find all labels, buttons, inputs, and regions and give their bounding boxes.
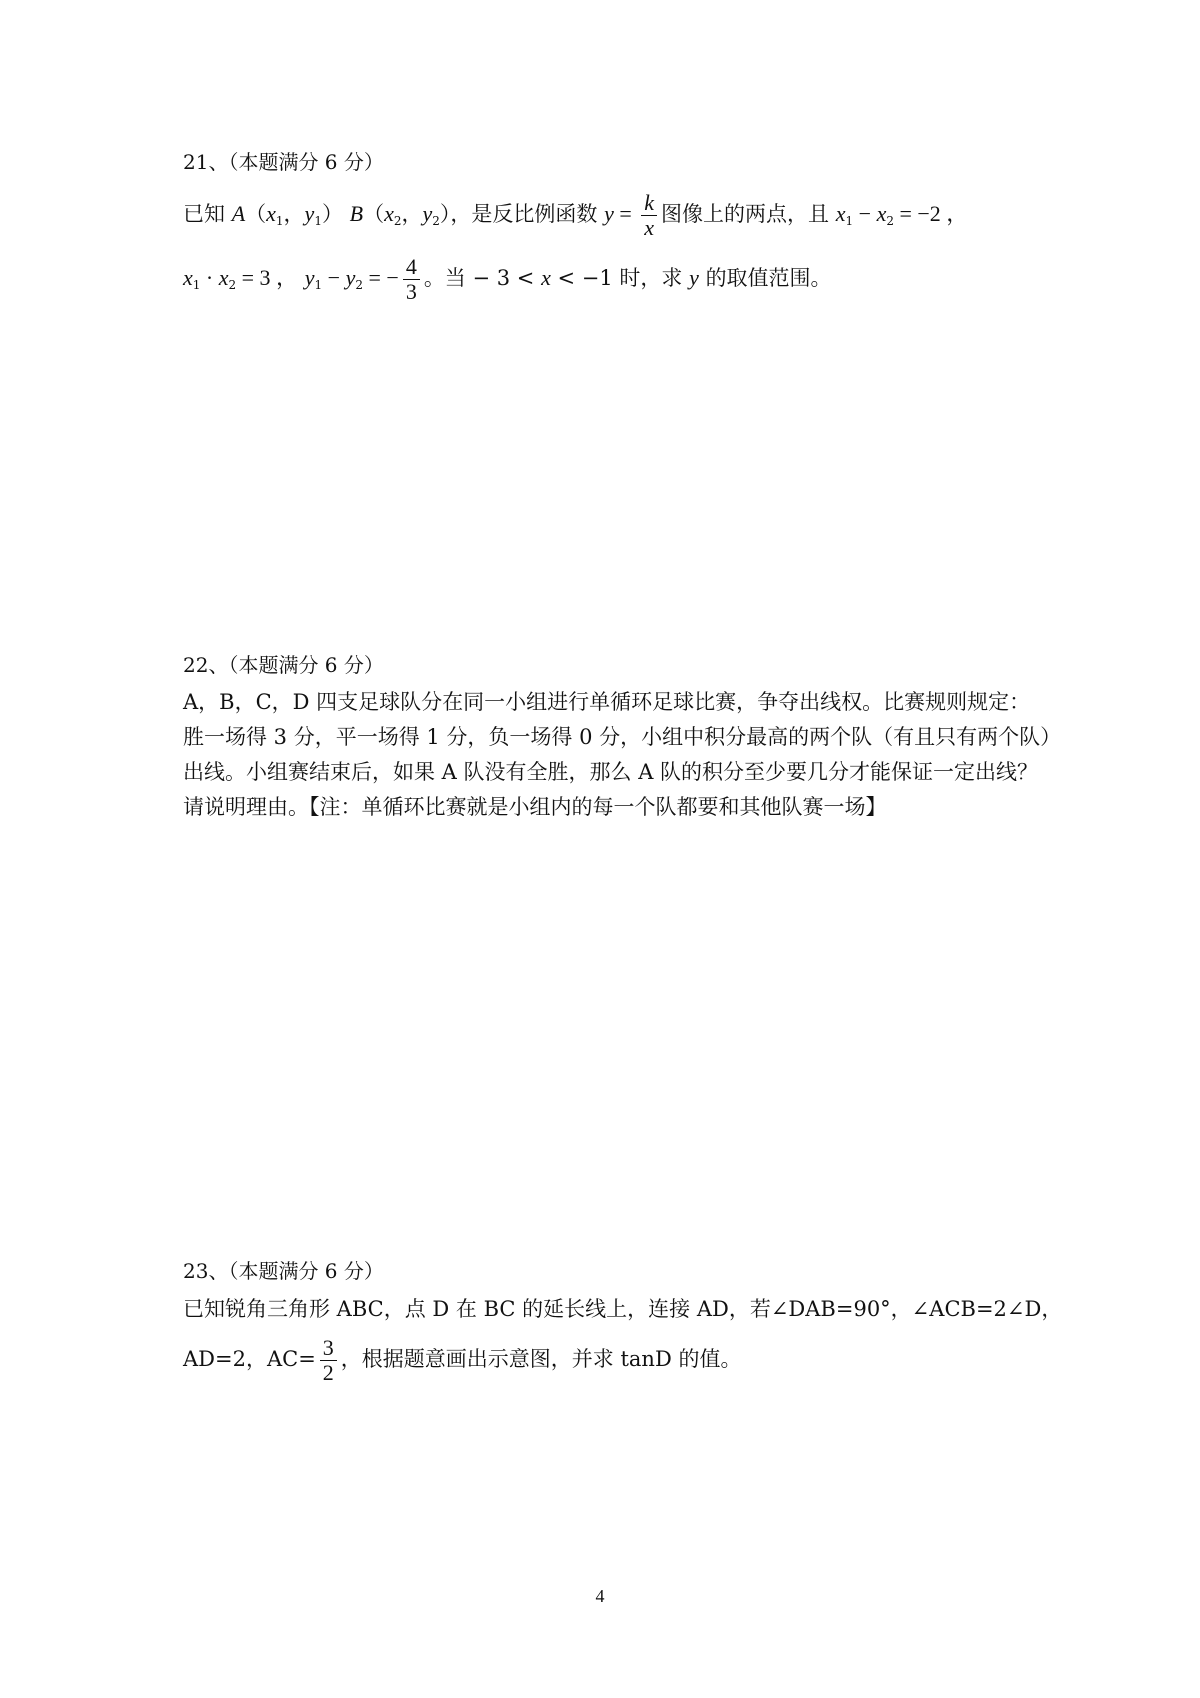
comma: ，: [283, 202, 305, 226]
var-x: x: [876, 201, 887, 226]
var-x: x: [183, 265, 193, 290]
var-y: y: [604, 201, 614, 226]
dot-operator: ·: [200, 265, 219, 290]
minus-sign: −: [322, 265, 346, 290]
paren-open: （: [363, 202, 385, 226]
paren-close: ）: [439, 202, 451, 226]
question-23: [183, 1253, 1063, 1391]
subscript-1: 1: [314, 214, 322, 228]
text-draw-and-find: ，根据题意画出示意图，并求 tanD 的值。: [340, 1347, 742, 1371]
var-y: y: [304, 265, 315, 290]
subscript-2: 2: [432, 214, 440, 228]
condition-1-rhs: = −2 ，: [893, 201, 969, 226]
question-22-header: 22、（本题满分 6 分）: [183, 653, 384, 677]
minus-sign: −: [853, 201, 877, 226]
text-inverse-function: ，是反比例函数: [450, 202, 598, 226]
var-x: x: [835, 201, 846, 226]
subscript-2: 2: [393, 214, 402, 228]
text-when-range: 。当 − 3 <: [423, 266, 542, 290]
question-22-line-4: 请说明理由。【注：单循环比赛就是小组内的每一个队都要和其他队赛一场】: [183, 795, 887, 819]
question-21-line-1: [183, 182, 1043, 246]
question-21: [183, 144, 1043, 310]
var-x: x: [541, 265, 551, 290]
question-22: [183, 648, 1062, 825]
question-22-line-2: 胜一场得 3 分，平一场得 1 分，负一场得 0 分，小组中积分最高的两个队（有且只有两个队）: [183, 725, 1062, 749]
text-find: < −1 时，求: [550, 266, 683, 290]
fraction-denominator: 3: [405, 279, 417, 304]
subscript-2: 2: [355, 278, 363, 292]
equals-sign: =: [613, 201, 638, 226]
subscript-1: 1: [845, 214, 854, 228]
var-y: y: [689, 265, 699, 290]
text-ad-ac: AD=2，AC=: [183, 1347, 316, 1371]
var-x: x: [384, 201, 394, 226]
subscript-1: 1: [192, 278, 201, 292]
comma: ，: [401, 202, 423, 226]
question-21-header: 21、（本题满分 6 分）: [183, 150, 384, 174]
condition-3-rhs: = −: [362, 265, 399, 290]
var-x: x: [266, 201, 276, 226]
var-y: y: [304, 201, 315, 226]
condition-2-rhs: = 3 ，: [236, 265, 299, 290]
fraction-numerator: k: [641, 191, 657, 216]
subscript-2: 2: [886, 214, 894, 228]
var-y: y: [422, 201, 433, 226]
fraction-3-over-2: [320, 1336, 337, 1385]
question-22-line-3: 出线。小组赛结束后，如果 A 队没有全胜，那么 A 队的积分至少要几分才能保证一定出线？: [183, 760, 1039, 784]
paren-open: （: [245, 202, 267, 226]
fraction-numerator: 3: [320, 1336, 337, 1361]
paren-close: ）: [321, 202, 343, 226]
subscript-2: 2: [228, 278, 237, 292]
var-x: x: [218, 265, 229, 290]
point-a-label: A: [231, 201, 246, 226]
fraction-denominator: x: [644, 215, 655, 240]
question-23-header: 23、（本题满分 6 分）: [183, 1259, 384, 1283]
fraction-k-over-x: [641, 191, 657, 240]
question-23-line-1: 已知锐角三角形 ABC，点 D 在 BC 的延长线上，连接 AD，若∠DAB=90°，∠ACB=2∠D，: [183, 1297, 1063, 1321]
fraction-denominator: 2: [322, 1360, 334, 1385]
text-known: 已知: [183, 202, 225, 226]
fraction-numerator: 4: [403, 255, 420, 280]
question-21-line-2: [183, 246, 1043, 310]
page-number: 4: [595, 1586, 605, 1606]
point-b-label: B: [349, 201, 364, 226]
question-23-line-2: [183, 1327, 1043, 1391]
text-value-range: 的取值范围。: [705, 266, 832, 290]
fraction-4-over-3: [403, 255, 420, 304]
subscript-1: 1: [314, 278, 323, 292]
var-y: y: [345, 265, 356, 290]
text-two-points: 图像上的两点，且: [661, 202, 830, 226]
subscript-1: 1: [275, 214, 284, 228]
question-22-line-1: A，B，C，D 四支足球队分在同一小组进行单循环足球比赛，争夺出线权。比赛规则规定：: [183, 690, 1031, 714]
